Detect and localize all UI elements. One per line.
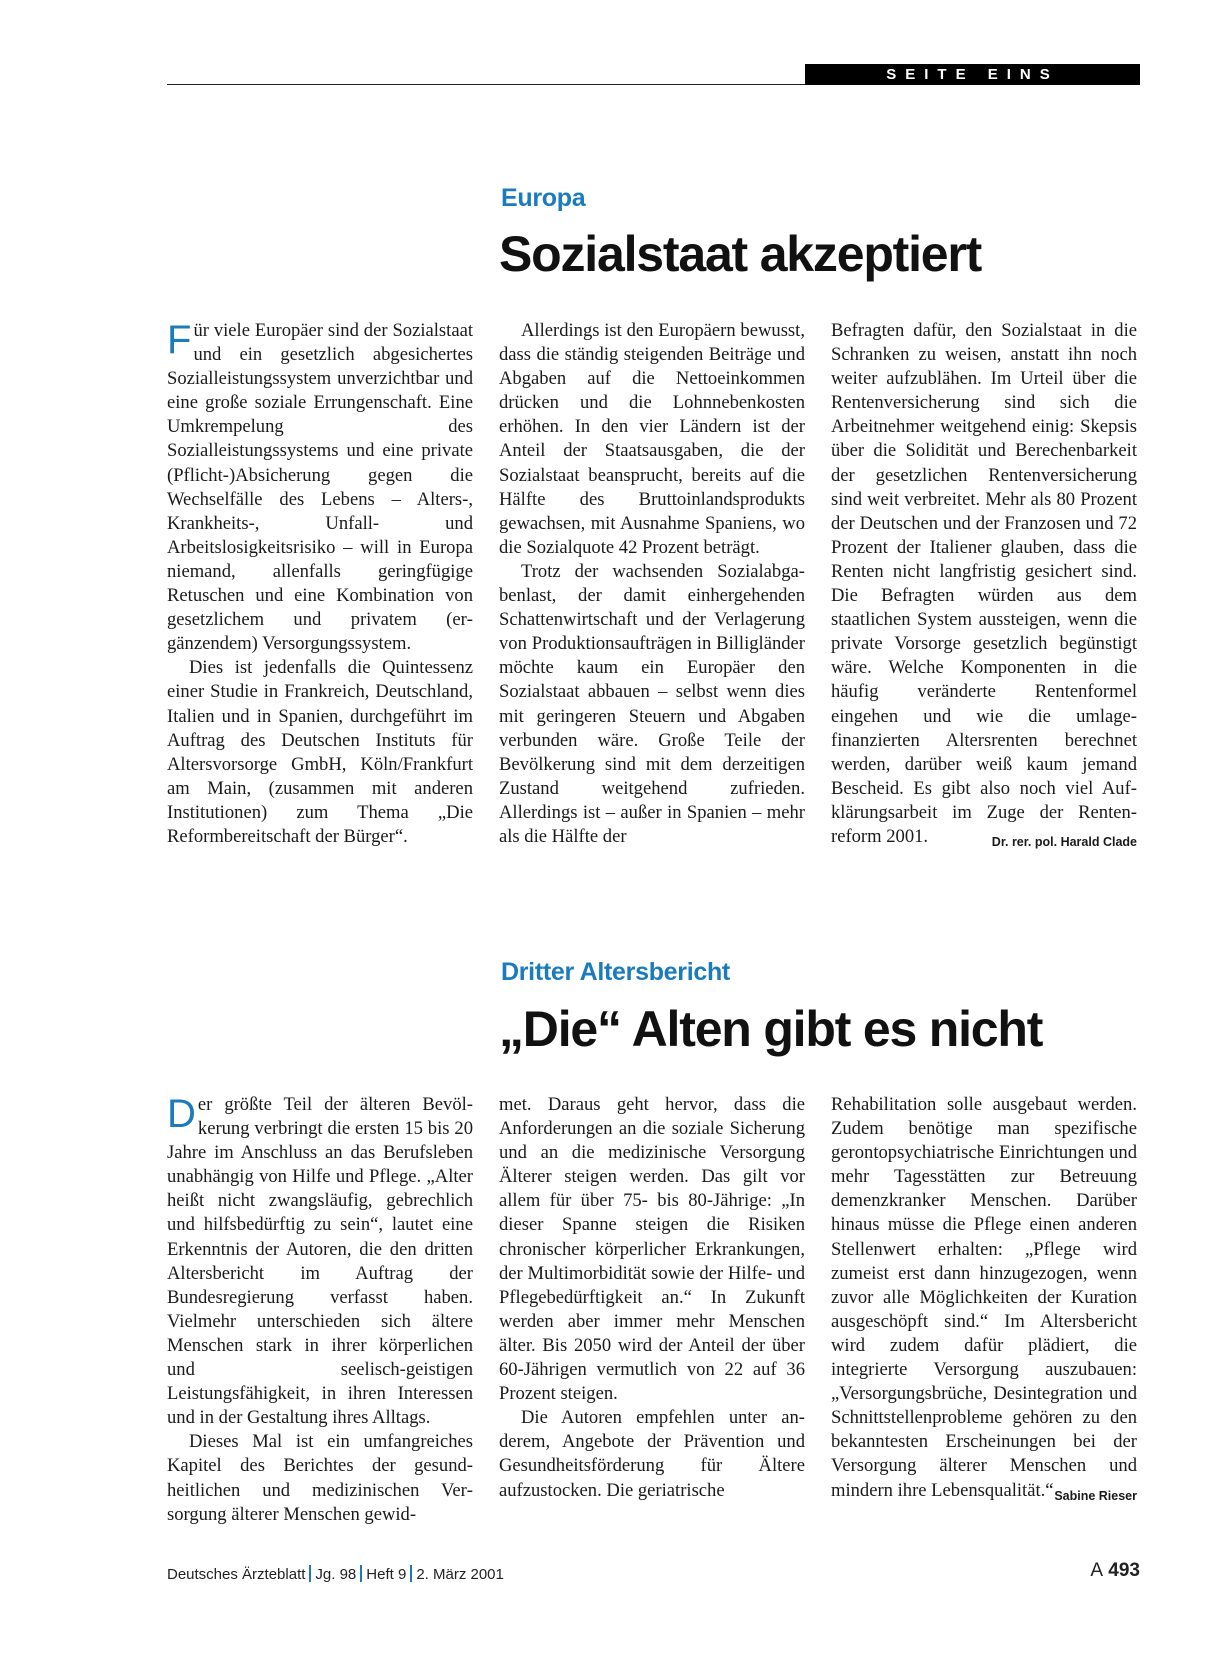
journal-name: Deutsches Ärzteblatt <box>167 1566 306 1583</box>
article2-paragraph <box>831 1093 1137 1503</box>
article1-paragraph <box>831 319 1137 849</box>
paragraph-text: Befragten dafür, den Sozialstaat in die Schranken zu weisen, anstatt ihn noch weiter aufzublähen. Im Urteil über die Rentenversicherung sind sich die Arbeitnehmer weitgehend einig: Skepsis über die Solidität und Berechenbarkeit der gesetzlichen Rentenversicherung sind weit verbreitet. Mehr als 80 Prozent der Deutschen und der Franzosen und 72 Prozent der Italiener glauben, dass die Renten nicht langfristig gesichert sind. Die Befragten würden aus dem staatlichen System aussteigen, wenn die private Vorsorge gesetzlich begünstigt wäre. Welche Komponenten in die häufig veränderte Rentenformel eingehen und wie die umlagefinanzierten Altersrenten berechnet werden, darüber weiß kaum jemand Bescheid. Es gibt also noch viel Aufklärungsarbeit im Zuge der Rentenreform 2001. <box>831 320 1137 847</box>
issue: Heft 9 <box>366 1566 407 1583</box>
article2-paragraph: met. Daraus geht hervor, dass die Anforderungen an die soziale Sicherung und an die medizinische Versorgung Älterer steigen werden. Das gilt vor allem für über 75- bis 80-Jährige: „In dieser Spanne steigen die Risiken chronischer körperlicher Erkrankungen, der Multimorbidität sowie der Hilfe- und Pflegebedürftigkeit an.“ In Zukunft werden aber immer mehr Menschen älter. Bis 2050 wird der Anteil der über 60-Jährigen vermutlich von 22 auf 36 Prozent steigen. <box>499 1094 805 1405</box>
paragraph-text: Rehabilitation solle ausgebaut werden. Zudem benötige man spezifische gerontopsychiatrische Einrichtungen und mehr Tagesstätten zur Betreuung demenzkranker Menschen. Darüber hinaus müsse die Pflege einen anderen Stellenwert erhalten: „Pflege wird zumeist erst dann hinzugezogen, wenn zuvor alle Möglichkeiten der Kuration ausgeschöpft sind.“ Im Altersbericht wird zudem dafür plädiert, die integrierte Versorgung auszubauen: „Versorgungsbrüche, Desintegration und Schnittstellenprobleme gehören zu den bekanntesten Erscheinungen bei der Versorgung älterer Menschen und mindern ihre Lebensqualität.“ <box>831 1094 1137 1501</box>
article1-column-1 <box>167 319 473 849</box>
section-label: SEITE EINS <box>805 64 1140 85</box>
article2-paragraph: Dieses Mal ist ein umfangreiches Kapitel des Berichtes der gesundheitlichen und medizinischen Versorgung älterer Menschen gewid- <box>167 1431 473 1525</box>
article2-author: Sabine Rieser <box>1054 1488 1137 1503</box>
separator <box>410 1565 412 1582</box>
separator <box>309 1565 311 1582</box>
article1-column-3 <box>831 319 1137 854</box>
dropcap: F <box>167 318 192 362</box>
article2-kicker: Dritter Altersbericht <box>501 958 730 986</box>
article1-kicker: Europa <box>501 184 586 212</box>
paragraph-text: ür viele Europäer sind der Sozialstaat und ein gesetzlich abgesichertes Sozialleistungssystem unverzichtbar und eine große soziale Errungenschaft. Eine Umkrempelung des Sozialleistungssystems und eine private (Pflicht-)Absicherung gegen die Wechselfälle des Lebens – Alters-, Krankheits-, Unfall- und Arbeitslosigkeitsrisiko – will in Europa niemand, allenfalls geringfügige Retuschen und eine Kombination von gesetzlichem und privatem (ergänzendem) Versorgungssystem. <box>167 320 473 655</box>
article1-paragraph <box>167 319 473 656</box>
article2-paragraph <box>167 1093 473 1430</box>
paragraph-text: er größte Teil der älteren Bevölkerung verbringt die ersten 15 bis 20 Jahre im Anschluss an das Berufsleben unabhängig von Hilfe und Pflege. „Alter heißt nicht zwangsläufig, gebrechlich und hilfsbedürftig zu sein“, lautet eine Erkenntnis der Autoren, die den dritten Altersbericht im Auftrag der Bundesregierung verfasst haben. Vielmehr unterschieden sich ältere Menschen stark in ihrer körperlichen und seelisch-geistigen Leistungsfähigkeit, in ihren Interessen und in der Gestaltung ihres Alltags. <box>167 1094 473 1429</box>
volume: Jg. 98 <box>315 1566 357 1583</box>
page-prefix: A <box>1090 1560 1104 1581</box>
dropcap: D <box>167 1092 196 1136</box>
article2-column-3 <box>831 1093 1137 1508</box>
page-number-value: 493 <box>1108 1560 1140 1581</box>
article2-headline: „Die“ Alten gibt es nicht <box>499 1001 1043 1057</box>
article2-column-2 <box>499 1093 805 1503</box>
article1-author: Dr. rer. pol. Harald Clade <box>991 834 1137 849</box>
article2-column-1 <box>167 1093 473 1527</box>
article1-headline: Sozialstaat akzeptiert <box>499 226 982 282</box>
footer-citation <box>167 1565 504 1583</box>
article2-paragraph: Die Autoren empfehlen unter anderem, Angebote der Prävention und Gesundheitsförderung für Ältere aufzustocken. Die geriatrische <box>499 1407 805 1501</box>
article1-column-2 <box>499 319 805 849</box>
page-number <box>1090 1560 1140 1582</box>
article1-paragraph: Trotz der wachsenden Sozialabgabenlast, der damit einhergehenden Schattenwirtschaft und der Verlagerung von Produktionsaufträgen in Billigländer möchte kaum ein Europäer den Sozialstaat abbauen – selbst wenn dies mit geringeren Steuern und Abgaben verbunden wäre. Große Teile der Bevölkerung sind mit dem derzeitigen Zustand weitgehend zufrieden. Allerdings ist – außer in Spanien – mehr als die Hälfte der <box>499 560 805 847</box>
article1-paragraph: Dies ist jedenfalls die Quintessenz einer Studie in Frankreich, Deutschland, Italien und in Spanien, durchgeführt im Auftrag des Deutschen Instituts für Altersvorsorge GmbH, Köln/Frankfurt am Main, (zusammen mit anderen Institutionen) zum Thema „Die Reformbereitschaft der Bürger“. <box>167 657 473 847</box>
issue-date: 2. März 2001 <box>416 1566 504 1583</box>
separator <box>360 1565 362 1582</box>
article1-paragraph: Allerdings ist den Europäern bewusst, dass die ständig steigenden Beiträge und Abgaben auf die Nettoeinkommen drücken und die Lohnnebenkosten erhöhen. In den vier Ländern ist der Anteil der Staatsausgaben, die der Sozialstaat beansprucht, bereits auf die Hälfte des Bruttoinlandsprodukts gewachsen, mit Ausnahme Spaniens, wo die Sozialquote 42 Prozent beträgt. <box>499 320 805 558</box>
